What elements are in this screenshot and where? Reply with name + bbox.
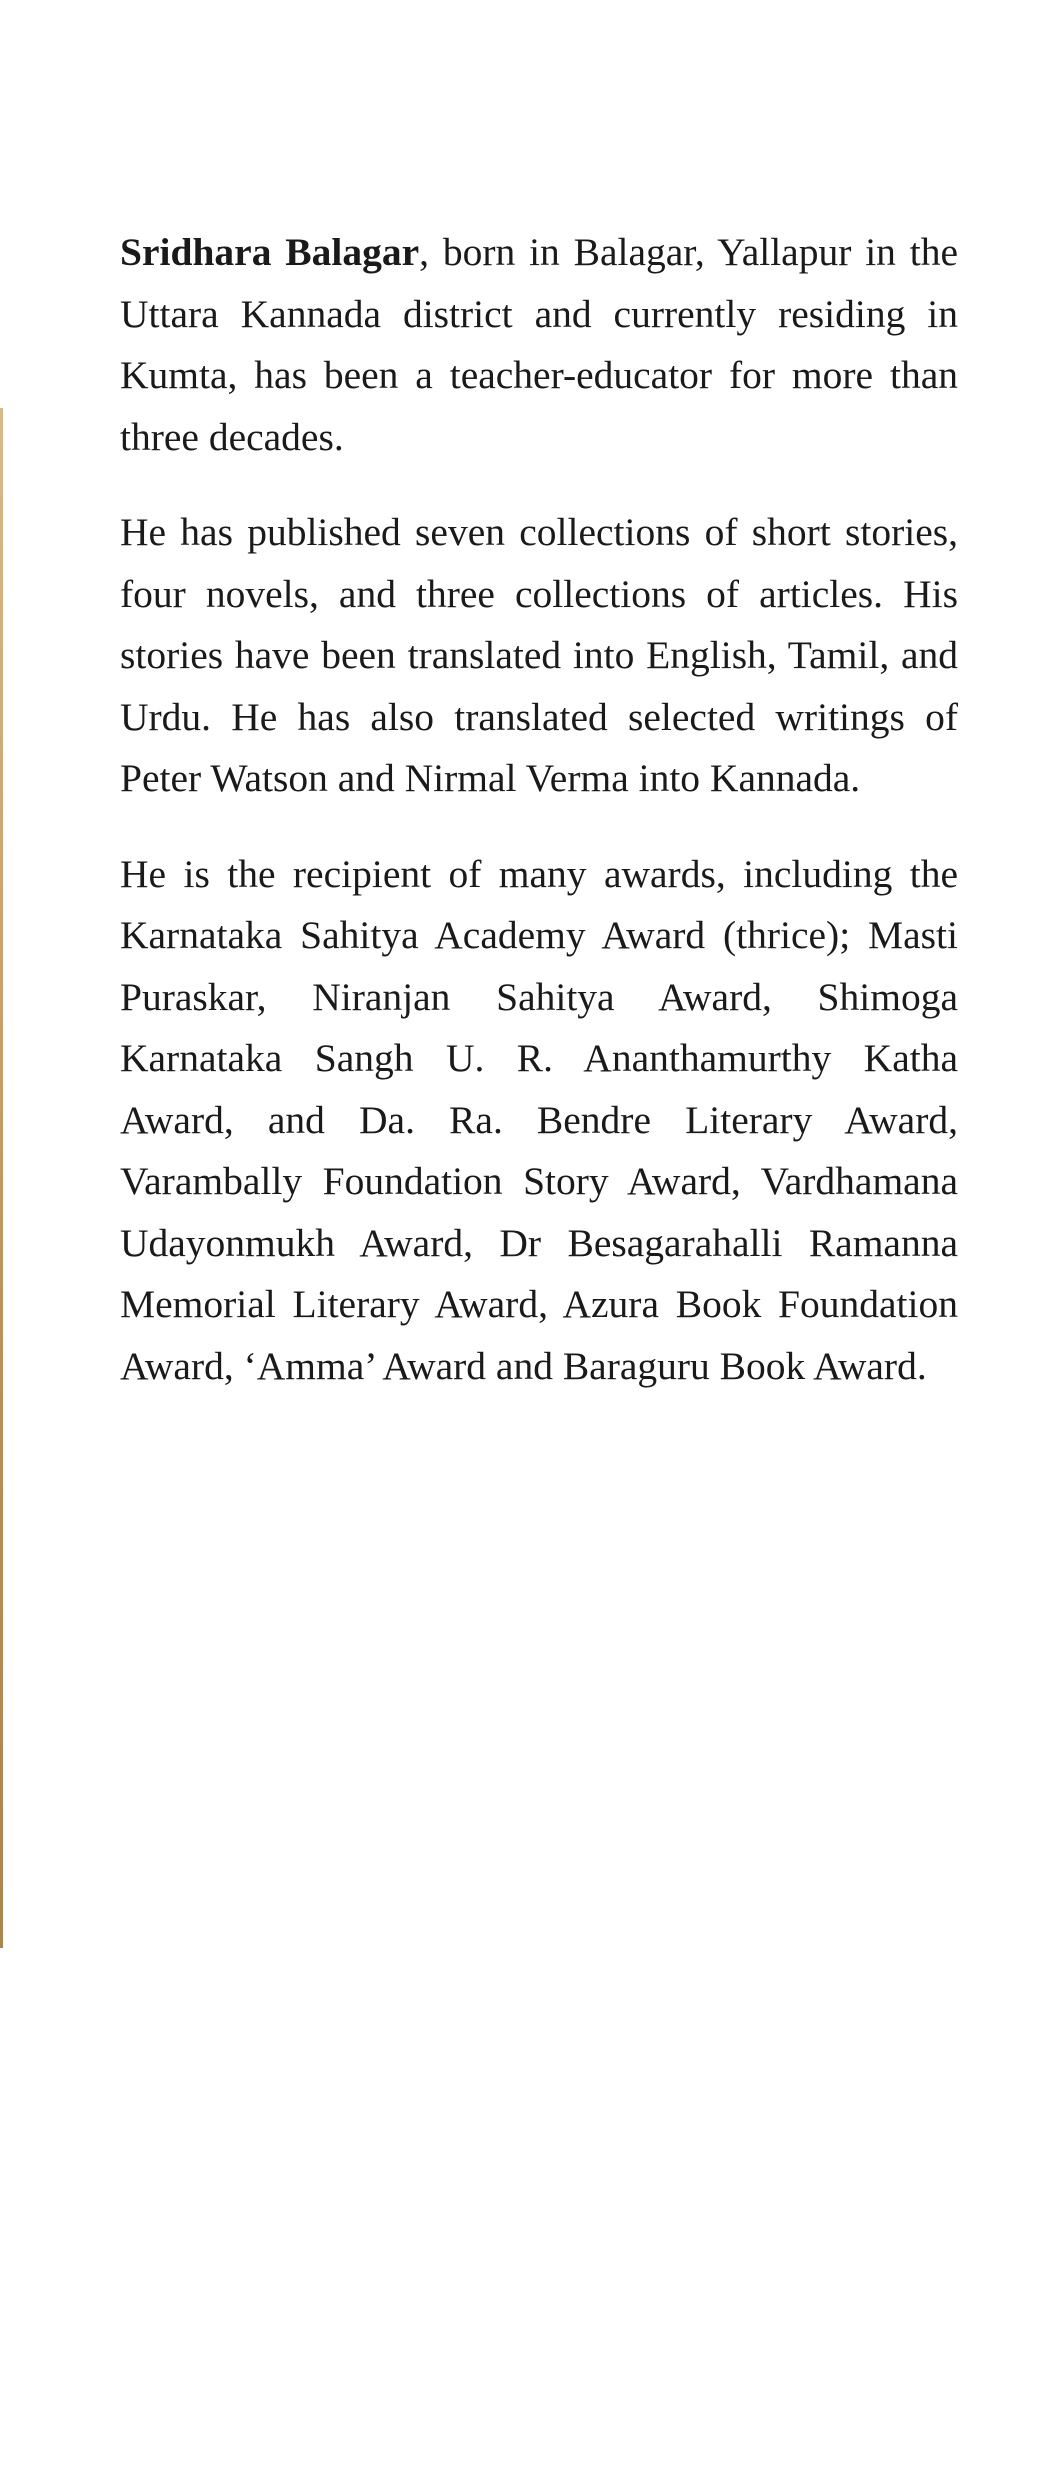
author-name: Sridhara Balagar: [120, 230, 420, 274]
bio-intro-text: , born in Balagar, Yallapur in the Uttara Kannada district and currently residing in Kumta, has been a teacher-educator for more than three decades.: [120, 230, 959, 459]
bio-intro-paragraph: [120, 222, 958, 468]
author-bio: [120, 222, 958, 1431]
page-edge-strip: [0, 408, 3, 1948]
bio-awards-paragraph: He is the recipient of many awards, including the Karnataka Sahitya Academy Award (thrice); Masti Puraskar, Niranjan Sahitya Award, Shimoga Karnataka Sangh U. R. Ananthamurthy Katha Award, and Da. Ra. Bendre Literary Award, Varambally Foundation Story Award, Vardhamana Udayonmukh Award, Dr Besagarahalli Ramanna Memorial Literary Award, Azura Book Foundation Award, ‘Amma’ Award and Baraguru Book Award.: [120, 851, 958, 1388]
bio-publications-paragraph: He has published seven collections of short stories, four novels, and three collections of articles. His stories have been translated into English, Tamil, and Urdu. He has also translated selected writings of Peter Watson and Nirmal Verma into Kannada.: [120, 510, 958, 800]
